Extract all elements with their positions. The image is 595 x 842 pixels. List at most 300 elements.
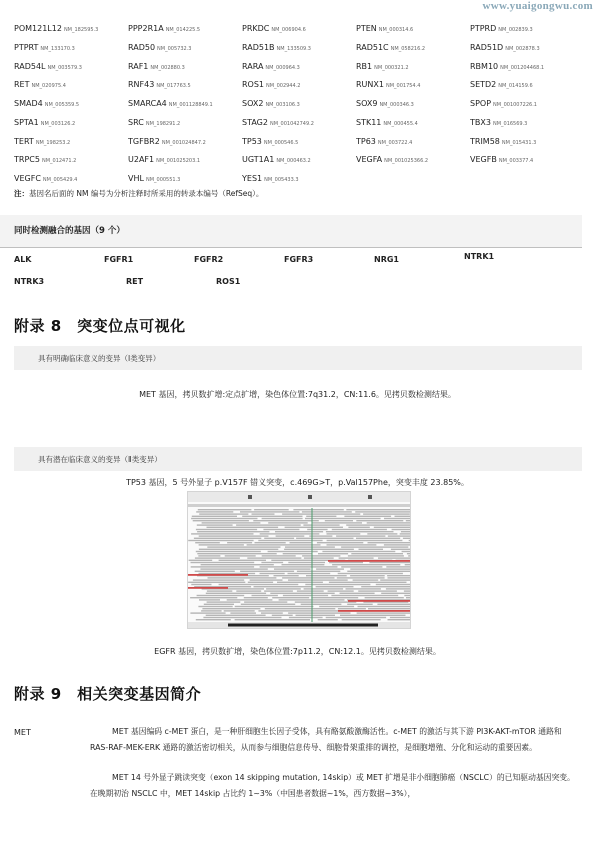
igv-discordant-read (328, 560, 410, 562)
fusion-row-1 (14, 252, 584, 264)
igv-read (282, 513, 360, 514)
gene-refseq-id: NM_198291.2 (145, 120, 181, 127)
gene-symbol: U2AF1 (128, 155, 155, 165)
gene-refseq-id: NM_006904.6 (271, 26, 306, 33)
gene-refseq-id: NM_003722.4 (377, 139, 413, 146)
igv-read (196, 529, 257, 530)
gene-table-cell (470, 91, 584, 110)
igv-read (201, 610, 222, 611)
gene-refseq-id: NM_000314.6 (378, 26, 414, 33)
igv-read (331, 595, 398, 596)
igv-read (388, 619, 411, 620)
igv-read (332, 529, 387, 530)
igv-read (277, 582, 323, 583)
igv-discordant-read (188, 587, 228, 589)
igv-read (244, 601, 287, 602)
gene-table-cell (356, 110, 470, 129)
igv-read (361, 586, 410, 587)
igv-read (404, 595, 410, 596)
gene-refseq-id: NM_005359.5 (44, 102, 80, 109)
gene-refseq-id: NM_002878.3 (505, 45, 540, 52)
igv-read (219, 584, 299, 585)
gene-table-cell (14, 35, 128, 54)
igv-read (289, 617, 323, 618)
gene-symbol: UGT1A1 (242, 155, 275, 165)
gene-table-cell (242, 72, 356, 91)
igv-read (285, 527, 343, 528)
igv-read (201, 564, 274, 565)
gene-table-cell (128, 54, 242, 73)
igv-read (247, 557, 301, 558)
igv-read (350, 575, 385, 576)
igv-read (191, 566, 254, 567)
gene-table-cell (356, 35, 470, 54)
igv-read (264, 590, 293, 591)
igv-read (189, 560, 213, 561)
igv-read (339, 557, 374, 558)
igv-read (200, 568, 267, 569)
gene-symbol: SPTA1 (14, 117, 39, 127)
gene-table-cell (242, 147, 356, 166)
table-note (14, 188, 263, 199)
igv-read (347, 604, 373, 605)
igv-read (288, 573, 331, 574)
igv-read (275, 531, 323, 532)
igv-read (193, 520, 249, 521)
gene-symbol: VEGFB (470, 155, 497, 165)
igv-read (381, 593, 410, 594)
igv-read (191, 562, 255, 563)
igv-read (196, 619, 231, 620)
igv-read (359, 549, 384, 550)
igv-read (297, 590, 324, 591)
igv-read (301, 604, 342, 605)
igv-read (368, 542, 411, 543)
igv-read (327, 540, 403, 541)
gene-symbol: VEGFC (14, 174, 41, 184)
gene-symbol: RAD54L (14, 61, 46, 71)
igv-read (332, 564, 400, 565)
igv-read (406, 597, 410, 598)
gene-table-cell (128, 110, 242, 129)
igv-read (346, 509, 410, 510)
igv-read (207, 527, 279, 528)
gene-table-cell (356, 166, 470, 185)
igv-read (358, 590, 397, 591)
fusion-gene: NRG1 (374, 255, 399, 264)
igv-read (357, 612, 410, 613)
igv-read (384, 544, 410, 545)
gene-refseq-id: NM_000551.3 (145, 177, 181, 184)
igv-read (326, 617, 386, 618)
gene-table-cell (356, 72, 470, 91)
igv-read (317, 542, 363, 543)
igv-read (188, 582, 245, 583)
igv-read (252, 513, 275, 514)
igv-read (219, 560, 266, 561)
gene-symbol: SRC (128, 117, 144, 127)
igv-read (367, 533, 397, 534)
igv-read (297, 571, 340, 572)
igv-read (258, 610, 338, 611)
gene-table-cell (128, 16, 242, 35)
igv-read (322, 551, 395, 552)
gene-refseq-id: NM_003126.2 (40, 120, 76, 127)
gene-symbol: TGFBR2 (128, 136, 160, 146)
igv-read (374, 527, 410, 528)
igv-ruler-mark (248, 495, 252, 499)
gene-refseq-id: NM_014225.5 (165, 26, 201, 33)
gene-table-cell (14, 16, 128, 35)
igv-read (338, 573, 403, 574)
igv-read (340, 615, 406, 616)
igv-read (191, 518, 257, 519)
igv-read (384, 518, 410, 519)
igv-read (235, 606, 314, 607)
gene-symbol: PPP2R1A (128, 23, 164, 33)
igv-alignment-view (187, 491, 411, 629)
gene-refseq-id: NM_133170.3 (40, 45, 75, 52)
igv-read (340, 593, 375, 594)
igv-read (303, 524, 339, 525)
igv-read (242, 516, 302, 517)
igv-read (342, 619, 381, 620)
igv-read (197, 524, 233, 525)
igv-read (196, 551, 261, 552)
gene-table-row (14, 91, 584, 110)
igv-read-group (188, 509, 410, 620)
igv-read (254, 509, 289, 510)
gene-symbol: RAD51B (242, 42, 275, 52)
igv-discordant-read (338, 610, 410, 612)
gene-table-cell (242, 35, 356, 54)
gene-table-cell (242, 16, 356, 35)
igv-read (261, 612, 283, 613)
gene-table-row (14, 148, 584, 167)
igv-read (312, 522, 362, 523)
gene-table-cell (470, 72, 584, 91)
igv-read (268, 551, 318, 552)
igv-read (309, 535, 332, 536)
gene-table-cell (128, 129, 242, 148)
gene-symbol: SOX2 (242, 99, 264, 109)
igv-read (377, 604, 410, 605)
gene-refseq-id: NM_001042749.2 (269, 120, 314, 127)
gene-symbol: RAF1 (128, 61, 149, 71)
gene-refseq-id: NM_015431.3 (501, 139, 537, 146)
igv-read (367, 522, 410, 523)
class1-bar (14, 346, 582, 370)
igv-read (199, 535, 269, 536)
igv-read (319, 606, 354, 607)
met-exon14-paragraph: MET 14 号外显子跳读突变（exon 14 skipping mutation, 14skip）或 MET 扩增是非小细胞肺癌（NSCLC）的已知驱动基因突变。在晚期初治 NSCLC 中，MET 14skip 占比约 1~3%（中国患者数据~1%，西方数据~3%）， (90, 773, 575, 798)
igv-read (240, 571, 294, 572)
gene-symbol: STK11 (356, 117, 382, 127)
gene-symbol: SMARCA4 (128, 99, 167, 109)
igv-read (262, 518, 303, 519)
gene-symbol: YES1 (242, 174, 263, 184)
igv-read (288, 612, 350, 613)
igv-read (283, 595, 328, 596)
gene-table-cell (128, 166, 242, 185)
gene-symbol: TRPC5 (14, 155, 40, 165)
igv-read (199, 599, 220, 600)
gene-refseq-id: NM_003579.3 (47, 64, 82, 71)
igv-read (388, 535, 410, 536)
igv-read (295, 601, 357, 602)
gene-refseq-id: NM_133509.3 (276, 45, 311, 52)
gene-symbol: PTPRD (470, 23, 497, 33)
igv-discordant-read (348, 600, 410, 602)
igv-read (353, 579, 379, 580)
igv-read (241, 604, 295, 605)
igv-read (290, 542, 312, 543)
igv-read (327, 544, 377, 545)
igv-read (305, 518, 381, 519)
igv-read (282, 577, 334, 578)
gene-refseq-id: NM_182595.3 (63, 26, 99, 33)
igv-read (391, 549, 410, 550)
igv-read (272, 615, 293, 616)
appendix-8-title: 附录 8 突变位点可视化 (14, 317, 186, 335)
igv-read (302, 555, 340, 556)
class2-label: 具有潜在临床意义的变异（Ⅱ类变异） (38, 455, 162, 464)
fusion-gene: NTRK1 (464, 252, 495, 261)
igv-read (236, 590, 261, 591)
igv-read (316, 586, 354, 587)
gene-symbol: SETD2 (470, 80, 497, 90)
gene-symbol: RUNX1 (356, 80, 384, 90)
gene-symbol: SMAD4 (14, 99, 43, 109)
fusion-row-2 (14, 277, 584, 286)
igv-read (283, 553, 312, 554)
igv-read (348, 555, 404, 556)
gene-table-cell (14, 91, 128, 110)
igv-read (306, 516, 336, 517)
igv-read (266, 588, 301, 589)
igv-read (406, 520, 410, 521)
gene-refseq-id: NM_000346.3 (379, 102, 414, 109)
igv-read (358, 606, 411, 607)
gene-refseq-id: NM_000321.2 (374, 64, 409, 71)
igv-read (195, 571, 235, 572)
gene-symbol: RB1 (356, 61, 373, 71)
tp53-variant-text: TP53 基因，5 号外显子 p.V157F 错义突变，c.469G>T，p.Val157Phe，突变丰度 23.85%。 (126, 478, 469, 487)
igv-read (341, 546, 408, 547)
igv-read (390, 617, 410, 618)
igv-read (195, 557, 240, 558)
gene-refseq-id: NM_002880.3 (150, 64, 185, 71)
igv-read (254, 586, 312, 587)
igv-read (240, 511, 299, 512)
igv-read (260, 533, 320, 534)
igv-read (408, 555, 410, 556)
igv-read (318, 553, 348, 554)
igv-read (255, 542, 286, 543)
igv-read (311, 597, 358, 598)
igv-reads-svg (188, 492, 410, 628)
igv-read (318, 619, 338, 620)
gene-table-cell (470, 166, 584, 185)
note-label: 注： (14, 189, 29, 198)
igv-read (253, 520, 318, 521)
igv-read (199, 549, 278, 550)
gene-refseq-id: NM_002839.3 (498, 26, 533, 33)
igv-read (369, 562, 410, 563)
igv-read (274, 575, 299, 576)
igv-read (276, 535, 305, 536)
igv-read (356, 520, 403, 521)
igv-read (400, 533, 410, 534)
gene-symbol: PTEN (356, 23, 377, 33)
gene-table-cell (356, 54, 470, 73)
gene-table-row (14, 72, 584, 91)
gene-table-row (14, 129, 584, 148)
igv-read (378, 557, 410, 558)
igv-read (225, 555, 256, 556)
fusion-gene: FGFR1 (104, 255, 134, 264)
igv-read (195, 542, 220, 543)
gene-table-row (14, 16, 584, 35)
gene-table-cell (14, 129, 128, 148)
gene-refseq-id: NM_014159.6 (498, 83, 533, 90)
egfr-cnv-text: EGFR 基因，拷贝数扩增，染色体位置:7p11.2，CN:12.1。见拷贝数检测结果。 (154, 647, 441, 656)
gene-refseq-id: NM_000964.3 (265, 64, 300, 71)
igv-read (293, 509, 343, 510)
gene-refseq-id: NM_002944.2 (266, 83, 301, 90)
gene-symbol: PTPRT (14, 42, 39, 52)
gene-table-cell (356, 91, 470, 110)
igv-read (262, 555, 296, 556)
gene-table-row (14, 35, 584, 54)
gene-refseq-id: NM_001204468.1 (500, 64, 545, 71)
gene-symbol: POM121L12 (14, 23, 62, 33)
note-text: 基因名后面的 NM 编号为分析注释时所采用的转录本编号（RefSeq）。 (29, 189, 264, 198)
fusion-gene: NTRK3 (14, 277, 45, 286)
igv-read (198, 555, 220, 556)
igv-read (227, 599, 273, 600)
igv-read (407, 553, 410, 554)
igv-read (194, 538, 261, 539)
igv-read (325, 520, 353, 521)
gene-symbol: ROS1 (242, 80, 265, 90)
gene-refseq-id: NM_005433.3 (264, 177, 299, 184)
igv-read (258, 540, 322, 541)
igv-read (307, 529, 327, 530)
gene-table-cell (356, 147, 470, 166)
igv-read (386, 566, 410, 567)
gene-name-met: MET (14, 728, 31, 737)
gene-table-row (14, 54, 584, 73)
igv-read (355, 511, 410, 512)
gene-refseq-id: NM_012471.2 (41, 158, 77, 165)
gene-table-cell (128, 72, 242, 91)
igv-read (387, 575, 410, 576)
igv-read (198, 509, 252, 510)
igv-read (296, 538, 353, 539)
gene-symbol: RAD50 (128, 42, 156, 52)
igv-discordant-read (188, 574, 248, 576)
gene-table-cell (470, 147, 584, 166)
met-intro-paragraph: MET 基因编码 c-MET 蛋白，是一种肝细胞生长因子受体，具有酪氨酸激酶活性。c-MET 的激活与其下游 PI3K-AKT-mTOR 通路和 RAS-RAF-MEK-ERK 通路的激活密切相关，从而参与细胞信息传导、细胞骨架重排的调控，是细胞增殖、分化和运动的重要因素。 (90, 727, 562, 752)
igv-read (401, 531, 410, 532)
igv-read (337, 577, 385, 578)
igv-read (204, 604, 234, 605)
igv-read (198, 606, 232, 607)
fusion-gene: ROS1 (216, 277, 241, 286)
igv-read (304, 588, 344, 589)
igv-read (388, 577, 411, 578)
igv-read (356, 538, 400, 539)
igv-read (347, 571, 410, 572)
igv-read (230, 612, 256, 613)
gene-refseq-id: NM_058216.2 (390, 45, 426, 52)
igv-read (250, 579, 283, 580)
gene-table (14, 16, 584, 185)
igv-read (274, 568, 311, 569)
igv-read (207, 601, 241, 602)
igv-read (403, 538, 410, 539)
igv-read (350, 568, 410, 569)
igv-ruler-mark (308, 495, 312, 499)
igv-read (288, 562, 325, 563)
igv-read (404, 590, 410, 591)
igv-read (296, 615, 336, 616)
igv-read (203, 617, 281, 618)
igv-read (341, 566, 382, 567)
igv-read (207, 590, 232, 591)
igv-read (244, 597, 268, 598)
gene-refseq-id: NM_020975.4 (31, 83, 66, 90)
igv-read (304, 557, 334, 558)
igv-read (368, 608, 410, 609)
gene-table-cell (242, 129, 356, 148)
igv-read (365, 597, 404, 598)
gene-table-cell (356, 129, 470, 148)
gene-table-cell (14, 110, 128, 129)
gene-table-cell (242, 166, 356, 185)
watermark: www.yuaigongwu.com (482, 0, 593, 12)
gene-symbol: SPOP (470, 99, 492, 109)
igv-coverage-track (188, 504, 410, 507)
gene-refseq-id: NM_000455.4 (383, 120, 418, 127)
gene-refseq-id: NM_017763.5 (156, 83, 191, 90)
igv-read (199, 573, 256, 574)
igv-read (206, 593, 266, 594)
igv-ruler (188, 492, 410, 502)
igv-read (327, 533, 361, 534)
igv-read (338, 608, 366, 609)
met-cnv-text: MET 基因，拷贝数扩增:定点扩增，染色体位置:7q31.2，CN:11.6。见拷贝数检测结果。 (139, 390, 456, 399)
gene-symbol: TP63 (356, 136, 376, 146)
igv-read (199, 544, 244, 545)
igv-read (284, 549, 354, 550)
igv-read (224, 610, 255, 611)
igv-read (208, 577, 277, 578)
class2-bar (14, 447, 582, 471)
gene-symbol: PRKDC (242, 23, 270, 33)
gene-table-cell (128, 91, 242, 110)
gene-table-cell (470, 16, 584, 35)
igv-read (268, 522, 308, 523)
gene-symbol: TP53 (242, 136, 262, 146)
gene-symbol: TRIM58 (470, 136, 500, 146)
igv-read (328, 590, 354, 591)
fusion-gene: ALK (14, 255, 32, 264)
igv-read (261, 562, 283, 563)
gene-table-row (14, 166, 584, 185)
appendix-9-title: 附录 9 相关突变基因简介 (14, 685, 202, 703)
